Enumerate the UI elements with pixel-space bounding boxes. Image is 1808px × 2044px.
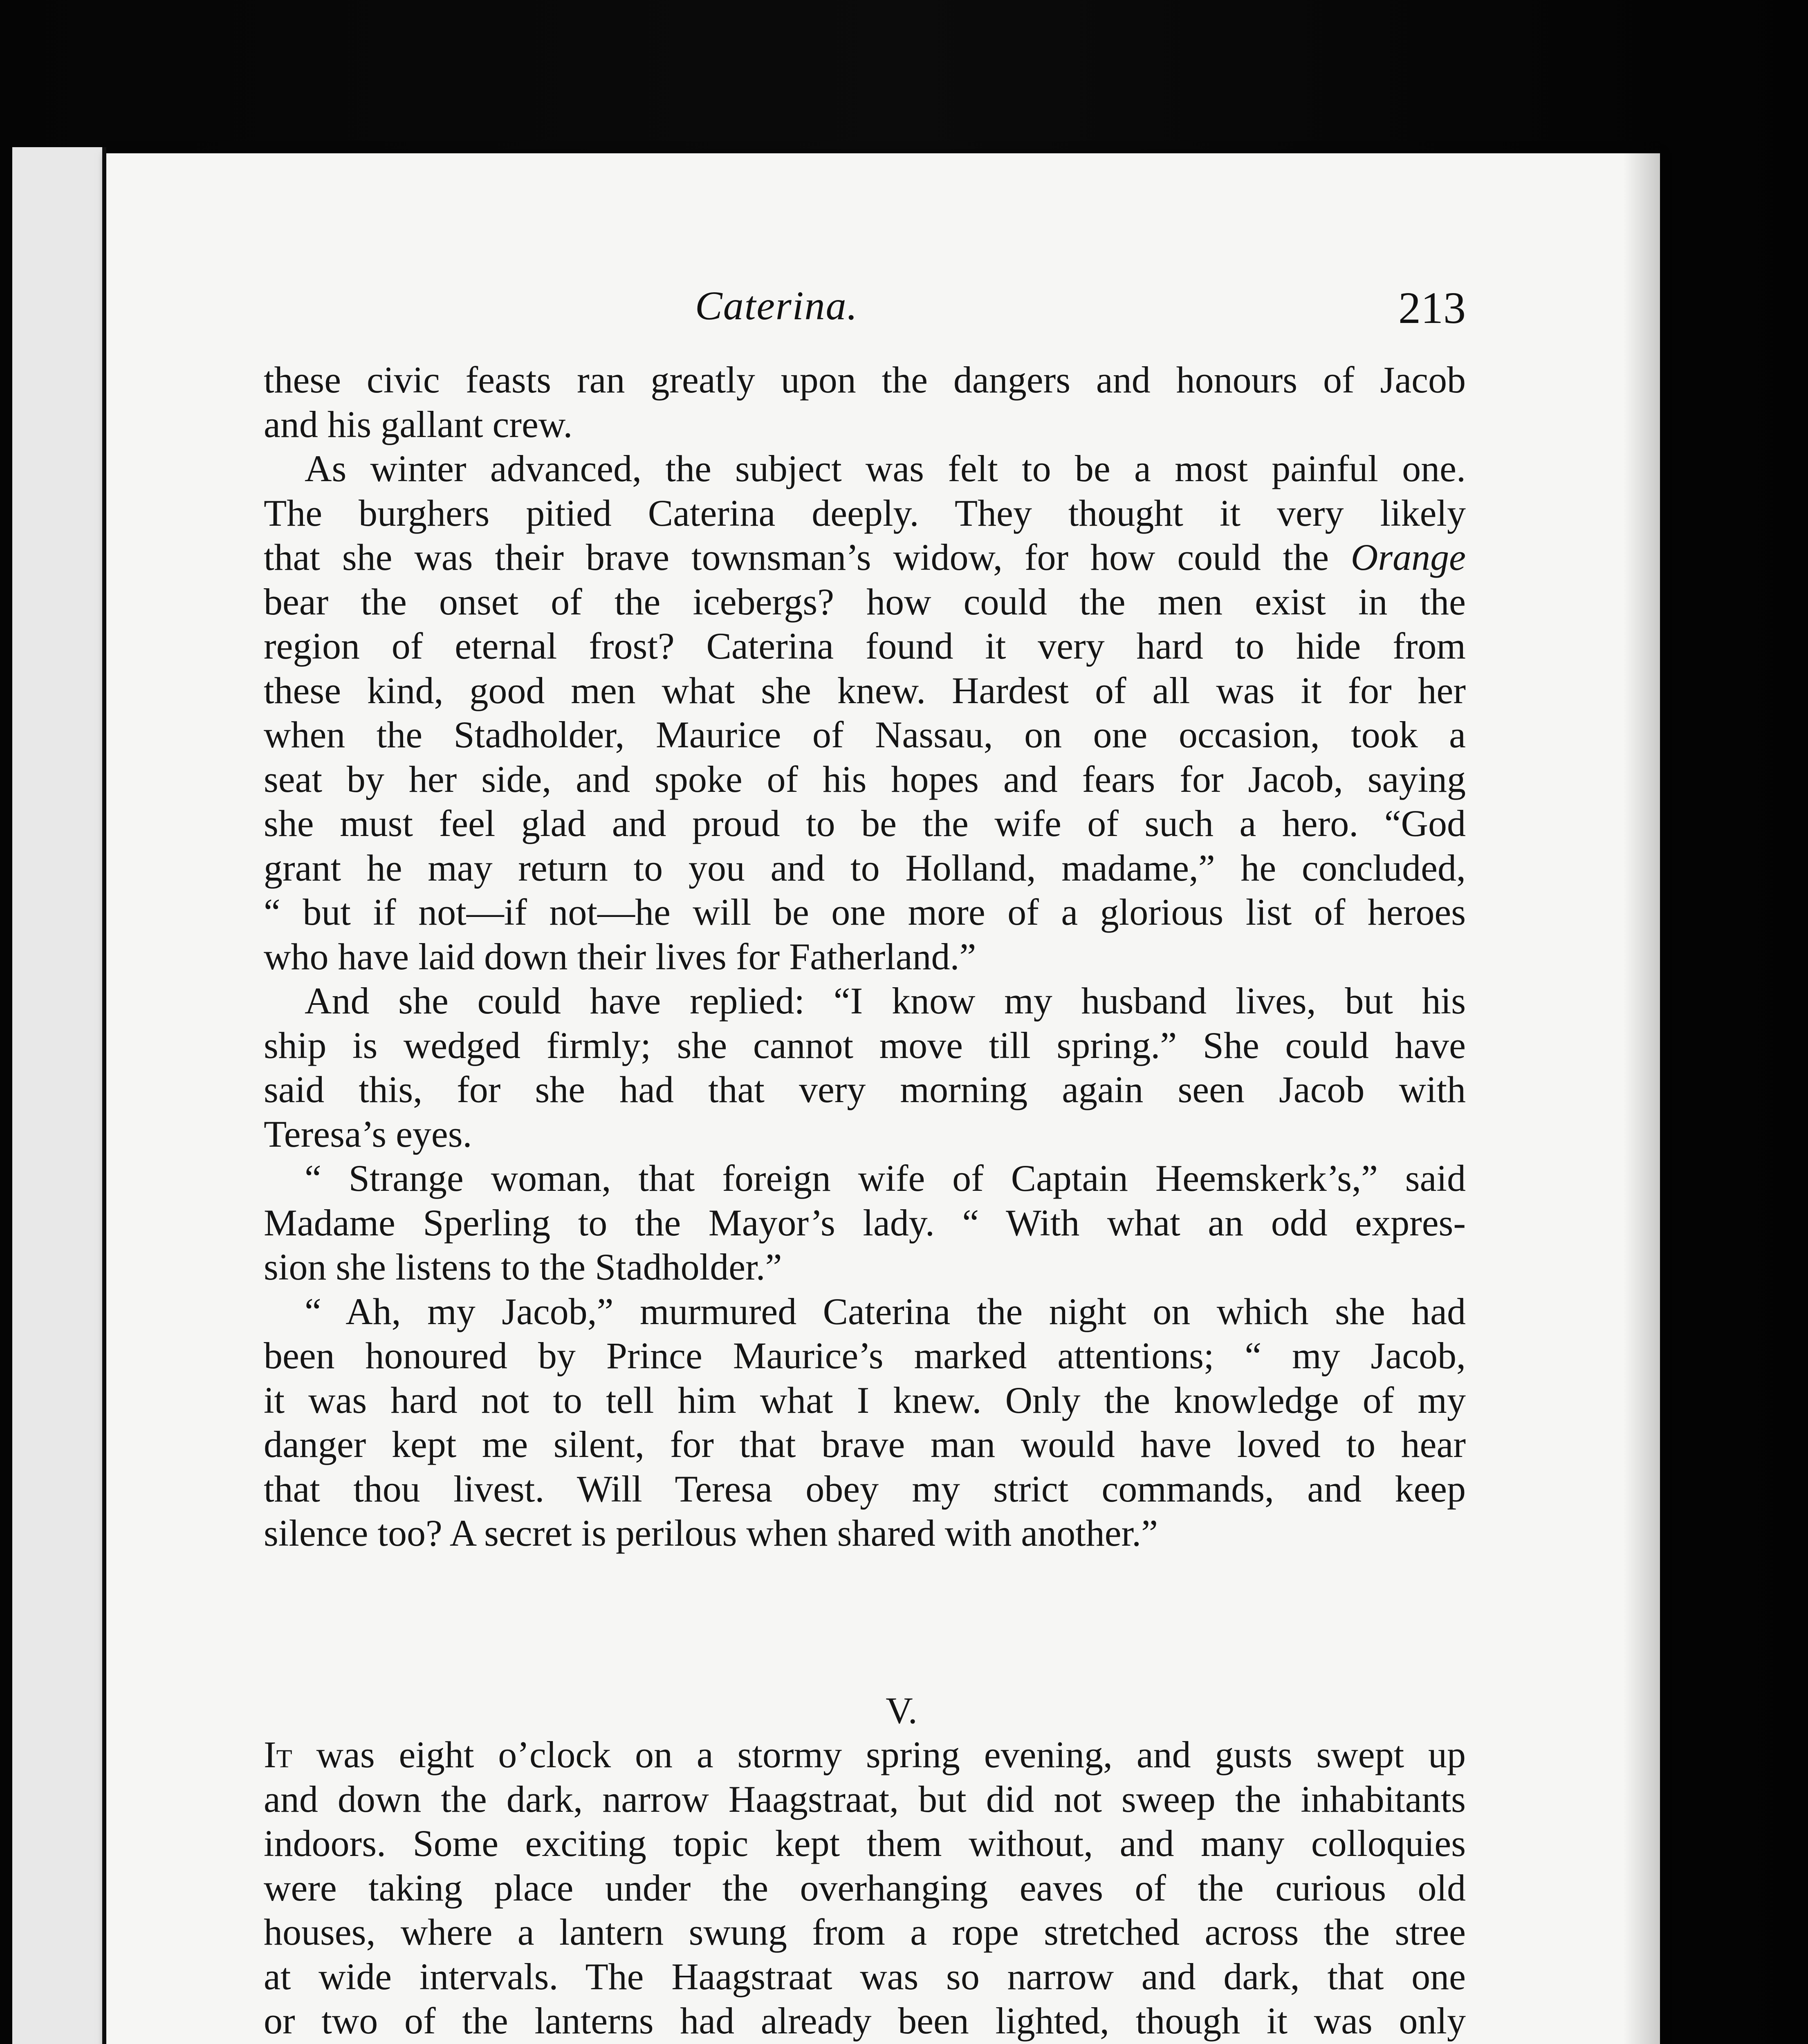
text-line: she must feel glad and proud to be the wife of such a hero. “God: [264, 802, 1466, 844]
dropcap-word: It: [264, 1734, 292, 1775]
body-text: [264, 358, 1466, 2044]
text-line: And she could have replied: “I know my husband lives, but his: [305, 980, 1466, 1022]
text-line: these civic feasts ran greatly upon the dangers and honours of Jacob: [264, 359, 1466, 401]
section-gap: [264, 1555, 1466, 1688]
text-line: been honoured by Prince Maurice’s marked attentions; “ my Jacob,: [264, 1335, 1466, 1376]
text-line: bear the onset of the icebergs? how could the men exist in the: [264, 580, 1466, 623]
line-text: was eight o’clock on a stormy spring evening, and gusts swept up: [292, 1734, 1466, 1775]
text-line: The burghers pitied Caterina deeply. They thought it very likely: [264, 492, 1466, 534]
text-line: that she was their brave townsman’s widow, for how could the Orange: [264, 536, 1466, 578]
text-line: [264, 1732, 1466, 1777]
text-line: said this, for she had that very morning again seen Jacob with: [264, 1069, 1466, 1110]
section-number: V.: [886, 1689, 917, 1731]
text-line: sion she listens to the Stadholder.”: [264, 1246, 782, 1288]
text-line: when the Stadholder, Maurice of Nassau, on one occasion, took a: [264, 714, 1466, 755]
text-line: “ Strange woman, that foreign wife of Captain Heemskerk’s,” said: [305, 1157, 1466, 1199]
adjacent-page-edge: [12, 147, 106, 2044]
text-line: “ but if not—if not—he will be one more of a glorious list of heroes: [264, 891, 1466, 933]
ship-name-italic: Orange: [1350, 536, 1466, 578]
text-line: that thou livest. Will Teresa obey my strict commands, and keep: [264, 1468, 1466, 1510]
text-part-one: [264, 358, 1466, 1555]
text-part-two: [264, 1732, 1466, 2044]
text-line: and his gallant crew.: [264, 403, 573, 445]
page-number: 213: [1398, 283, 1466, 333]
text-line: houses, where a lantern swung from a rope stretched across the stree: [264, 1911, 1466, 1953]
text-line: grant he may return to you and to Holland, madame,” he concluded,: [264, 847, 1466, 889]
text-line: “ Ah, my Jacob,” murmured Caterina the night on which she had: [305, 1290, 1466, 1332]
text-line: were taking place under the overhanging eaves of the curious old: [264, 1867, 1466, 1909]
text-line: and down the dark, narrow Haagstraat, but did not sweep the inhabitants: [264, 1778, 1466, 1820]
text-line: indoors. Some exciting topic kept them without, and many colloquies: [264, 1822, 1466, 1864]
text-line: who have laid down their lives for Fatherland.”: [264, 935, 976, 977]
text-line: ship is wedged firmly; she cannot move till spring.” She could have: [264, 1024, 1466, 1066]
text-line: these kind, good men what she knew. Hardest of all was it for her: [264, 669, 1466, 711]
text-line: silence too? A secret is perilous when shared with another.”: [264, 1512, 1158, 1554]
text-line: it was hard not to tell him what I knew. Only the knowledge of my: [264, 1379, 1466, 1421]
text-line: Teresa’s eyes.: [264, 1113, 472, 1155]
text-line: at wide intervals. The Haagstraat was so narrow and dark, that one: [264, 1955, 1466, 1997]
page-gutter-shadow: [1623, 153, 1660, 2044]
text-line: Madame Sperling to the Mayor’s lady. “ With what an odd expres-: [264, 1201, 1466, 1244]
text-line: seat by her side, and spoke of his hopes and fears for Jacob, saying: [264, 758, 1466, 800]
text-line: As winter advanced, the subject was felt to be a most painful one.: [305, 448, 1466, 489]
running-head: Caterina.: [695, 283, 858, 328]
text-line: region of eternal frost? Caterina found it very hard to hide from: [264, 625, 1466, 667]
text-line: danger kept me silent, for that brave man would have loved to hear: [264, 1423, 1466, 1465]
text-line: or two of the lanterns had already been lighted, though it was only: [264, 2000, 1466, 2042]
